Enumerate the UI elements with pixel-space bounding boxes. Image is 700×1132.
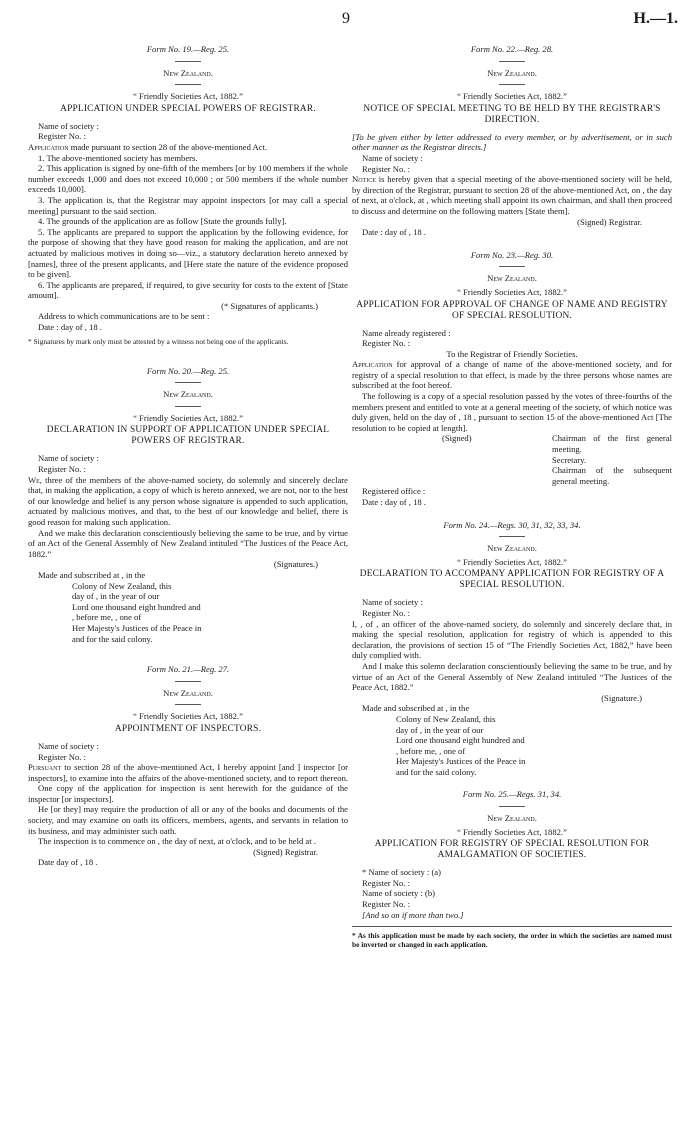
country-line: New Zealand. [163,389,213,400]
society-b-line: Name of society : (b) [362,888,436,899]
act-title: “ Friendly Societies Act, 1882.” [133,412,243,423]
act-title: “ Friendly Societies Act, 1882.” [133,711,243,722]
signature-roles [552,433,672,486]
form-23 [352,250,672,508]
lead-word: We, [28,474,42,485]
footnote-rule [352,926,672,927]
date-line: Date : day of , 18 . [362,227,426,238]
date-line: Date : day of , 18 . [362,497,426,507]
register-no-line: Register No. : [38,751,86,762]
signatures-line: (* Signatures of applicants.) [221,300,318,311]
jurat-line: Lord one thousand eight hundred and [396,735,525,746]
jurat-line: Her Majesty's Justices of the Peace in [396,756,526,767]
item: 4. The grounds of the application are as follow [State the grounds fully]. [38,216,287,227]
form-heading: Form No. 25.—Regs. 31, 34. [462,789,562,800]
signatures-line: (Signatures.) [273,559,318,570]
form-25 [352,789,672,949]
signature-role: Secretary. [552,454,587,465]
address-line: Address to which communications are to be sent : [38,311,210,322]
instruction-note: [To be given either by letter addressed to every member, or by advertisement, or in such other manner as the Registrar directs.] [352,131,672,153]
register-no-line: Register No. : [362,607,410,618]
item: 3. The application is, that the Registrar may appoint inspectors [or may call a special meeting] pursuant to the said section. [28,194,348,216]
register-no-line: Register No. : [362,877,410,888]
notice-body: Notice is hereby given that a special meeting of the above-mentioned society will be held, by direction of the Registrar, pursuant to section 28 of the above-mentioned Act, on , the day of next, at o'clock, at , which meeting shall appoint its own chairman, and shall then proceed to discuss and determine on the following matters [State them]. [352,174,672,216]
jurat-line: day of , in the year of our [396,724,484,735]
application-body: Application for approval of a change of name of the above-mentioned society, and for registry of a special resolution to that effect, is made by the three persons whose names are subscribed at the foot hereof. [352,359,672,391]
society-name-line: Name of society : [38,120,99,131]
jurat-line: Colony of New Zealand, this [396,713,496,724]
form-21 [28,664,348,868]
divider [175,704,201,705]
jurat-line: and for the said colony. [72,633,153,644]
form-19 [28,44,348,346]
jurat-line: and for the said colony. [396,766,477,777]
continuation-note: [And so on if more than two.] [362,909,464,920]
form-title: APPLICATION UNDER SPECIAL POWERS OF REGISTRAR. [60,103,316,114]
jurat-line: , before me, , one of [396,745,466,756]
declaration-body-2: And we make this declaration conscientiously believing the same to be true, and by virtue of an Act of the General Assembly of New Zealand intituled “The Justices of the Peace Act, 1882.” [28,527,348,559]
divider [175,681,201,682]
society-name-line: Name of society : [362,152,423,163]
name-registered-line: Name already registered : [362,327,451,338]
form-title: APPOINTMENT OF INSPECTORS. [114,723,262,734]
divider [175,406,201,407]
jurat-line: Her Majesty's Justices of the Peace in [72,622,202,633]
signature-role: Chairman of the subsequent general meeting. [552,465,672,486]
signature-block [352,433,672,486]
form-title: APPLICATION FOR REGISTRY OF SPECIAL RESOLUTION FOR AMALGAMATION OF SOCIETIES. [374,839,650,861]
divider [499,84,525,85]
act-title: “ Friendly Societies Act, 1882.” [457,286,567,297]
country-line: New Zealand. [487,543,537,554]
appointment-body-4: The inspection is to commence on , the day of next, at o'clock, and to be held at . [38,836,316,847]
date-line: Date day of , 18 . [38,857,98,868]
country-line: New Zealand. [163,67,213,78]
society-name-line: Name of society : [38,453,99,464]
item: 6. The applicants are prepared, if required, to give security for costs to the extent of [State amount]. [28,279,348,301]
divider [499,536,525,537]
form-heading: Form No. 23.—Reg. 30. [470,249,554,260]
form-heading: Form No. 20.—Reg. 25. [146,365,230,376]
registered-office-line: Registered office : [362,486,426,497]
society-a-line: * Name of society : (a) [362,867,441,878]
signature-role: Chairman of the first general meeting. [552,433,672,455]
register-no-line: Register No. : [38,464,86,475]
register-no-line: Register No. : [362,899,410,910]
footnote: * As this application must be made by each society, the order in which the societies are named must be inverted or changed in each application. [352,931,672,950]
form-heading: Form No. 24.—Regs. 30, 31, 32, 33, 34. [443,519,581,530]
item: 2. This application is signed by one-fifth of the members [or by 100 members if the whole number exceeds 1,000 and does not exceed 10,000 ; or 500 members if the whole number exceeds 10,000]. [28,163,348,195]
signed-line: (Signed) Registrar. [577,216,642,227]
form-24 [352,520,672,778]
lead-word: Application [352,359,393,370]
divider [175,382,201,383]
register-no-line: Register No. : [362,163,410,174]
page-header [0,10,700,32]
form-heading: Form No. 22.—Reg. 28. [470,44,554,54]
register-no-line: Register No. : [362,338,410,349]
signed-line: (Signed) Registrar. [253,846,318,857]
country-line: New Zealand. [163,687,213,698]
form-title: DECLARATION IN SUPPORT OF APPLICATION UNDER SPECIAL POWERS OF REGISTRAR. [46,425,330,447]
page-number: 9 [342,10,350,27]
act-title: “ Friendly Societies Act, 1882.” [457,826,567,837]
act-title: “ Friendly Societies Act, 1882.” [457,556,567,567]
addressee-line: To the Registrar of Friendly Societies. [446,348,578,359]
divider [175,61,201,62]
jurat-line: Made and subscribed at , in the [362,703,470,714]
appointment-body-2: One copy of the application for inspection is sent herewith for the guidance of the inspector [or inspectors]. [28,783,348,804]
paper-reference: H.—1. [633,10,678,27]
signature-line: (Signature.) [601,692,642,703]
date-line: Date : day of , 18 . [38,322,102,333]
jurat-line: day of , in the year of our [72,591,160,602]
divider [175,84,201,85]
signed-label: (Signed) [442,433,472,444]
appointment-body-3: He [or they] may require the production of all or any of the books and documents of the society, and may examine on oath its officers, members, agents, and servants in relation to its business, and may administer such oath. [28,804,348,836]
application-intro: Application made pursuant to section 28 of the above-mentioned Act. [28,141,268,152]
country-line: New Zealand. [487,813,537,824]
item: 1. The above-mentioned society has members. [38,152,198,163]
form-title: DECLARATION TO ACCOMPANY APPLICATION FOR REGISTRY OF A SPECIAL RESOLUTION. [359,569,665,591]
item: 5. The applicants are prepared to support the application by the following evidence, for the purpose of showing that they have good reason for making the application, and are not actuated by malicious motives in doing so—viz., a statutory declaration hereto annexed by [names], three of the present applicants, and [Here state the nature of the evidence proposed to be given]. [28,226,348,280]
form-heading: Form No. 21.—Reg. 27. [146,664,230,675]
left-column [28,44,348,868]
form-20 [28,366,348,644]
appointment-body: Pursuant to section 28 of the above-mentioned Act, I hereby appoint [and ] inspector [or inspectors], to examine into the affairs of the above-mentioned society, and to report thereon. [28,762,349,783]
country-line: New Zealand. [487,273,537,284]
register-no-line: Register No. : [38,131,86,142]
jurat-line: , before me, , one of [72,612,142,623]
lead-word: Notice [352,174,376,185]
society-name-line: Name of society : [38,740,99,751]
act-title: “ Friendly Societies Act, 1882.” [457,91,567,102]
divider [499,806,525,807]
footnote: * Signatures by mark only must be attested by a witness not being one of the applicants. [28,336,289,346]
jurat-line: Colony of New Zealand, this [72,580,172,591]
form-22 [352,44,672,238]
form-title: APPLICATION FOR APPROVAL OF CHANGE OF NAME AND REGISTRY OF SPECIAL RESOLUTION. [356,299,668,321]
declaration-body-2: And I make this solemn declaration conscientiously believing the same to be true, and by virtue of an Act of the General Assembly of New Zealand intituled “The Justices of the Peace Act, 1882.” [352,660,672,693]
lead-word: Application [28,141,69,152]
form-heading: Form No. 19.—Reg. 25. [146,44,230,54]
country-line: New Zealand. [487,67,537,78]
declaration-body: I, , of , an officer of the above-named society, do solemnly and sincerely declare that, in making the special resolution, application for registry of which is appended to this declaration, the provisions of section 15 of “The Friendly Societies Act, 1882,” have been duly complied with. [352,618,672,661]
jurat-line: Made and subscribed at , in the [38,569,146,580]
lead-word: Pursuant [28,762,62,773]
right-column [352,44,672,949]
declaration-body: We, three of the members of the above-named society, do solemnly and sincerely declare that, in making the application, a copy of which is hereto annexed, we are not, nor to the best of our knowledge and belief is any person whose signature is appended to such application, actuated by malicious motives, and that, to the best of our knowledge and belief, there is good reason for making such application. [28,474,348,527]
divider [499,266,525,267]
application-body-2: The following is a copy of a special resolution passed by the votes of three-fourths of the members present and entitled to vote at a general meeting of the society, of which notice was duly given, held on the day of , 18 , pursuant to section 15 of the above-mentioned Act [The resolution to be copied at length]. [352,391,672,433]
jurat-line: Lord one thousand eight hundred and [72,601,201,612]
society-name-line: Name of society : [362,597,423,608]
act-title: “ Friendly Societies Act, 1882.” [133,91,243,102]
form-title: NOTICE OF SPECIAL MEETING TO BE HELD BY THE REGISTRAR'S DIRECTION. [363,103,661,125]
divider [499,61,525,62]
